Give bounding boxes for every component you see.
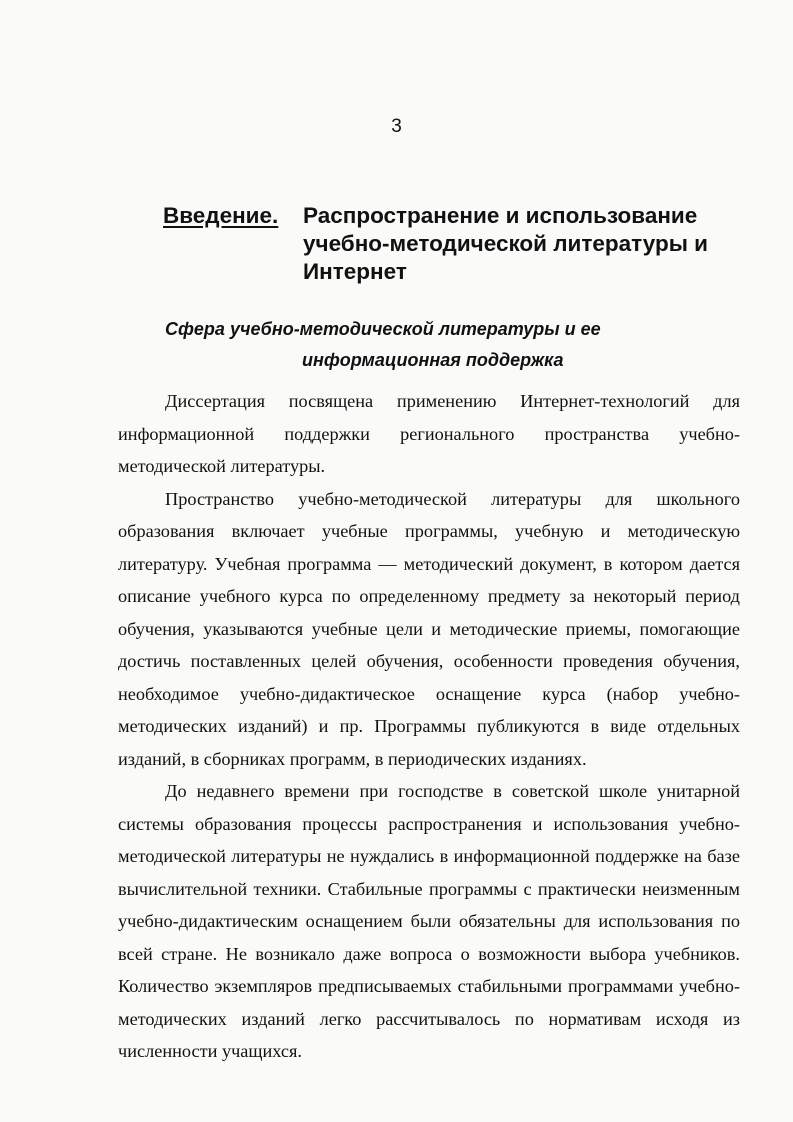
subheading-line: Сфера учебно-методической литературы и ее	[165, 319, 601, 339]
chapter-title	[303, 202, 763, 286]
chapter-label: Введение.	[163, 203, 279, 228]
subheading-line: информационная поддержка	[302, 350, 564, 370]
chapter-title-line: Интернет	[303, 259, 407, 284]
paragraph: До недавнего времени при господстве в советской школе унитарной системы образования процессы распространения и использования учебно-методической литературы не нуждались в информационной поддержке на базе вычислительной техники. Стабильные программы с практически неизменным учебно-дидактическим оснащением были обязательны для использования по всей стране. Не возникало даже вопроса о возможности выбора учебников. Количество экземпляров предписываемых стабильными программами учебно-методических изданий легко рассчитывалось по нормативам исходя из численности учащихся.	[118, 781, 740, 1061]
paragraph: Пространство учебно-методической литературы для школьного образования включает учебные программы, учебную и методическую литературу. Учебная программа — методический документ, в котором дается описание учебного курса по определенному предмету за некоторый период обучения, указываются учебные цели и методические приемы, помогающие достичь поставленных целей обучения, особенности проведения обучения, необходимое учебно-дидактическое оснащение курса (набор учебно-методических изданий) и пр. Программы публикуются в виде отдельных изданий, в сборниках программ, в периодических изданиях.	[118, 488, 740, 769]
chapter-title-line: Распространение и использование	[303, 203, 698, 228]
paragraph: Диссертация посвящена применению Интернет-технологий для информационной поддержки регионального пространства учебно-методической литературы.	[118, 391, 740, 476]
body-text	[118, 385, 740, 1068]
chapter-title-line: учебно-методической литературы и	[303, 231, 708, 256]
page-number: 3	[391, 116, 402, 137]
